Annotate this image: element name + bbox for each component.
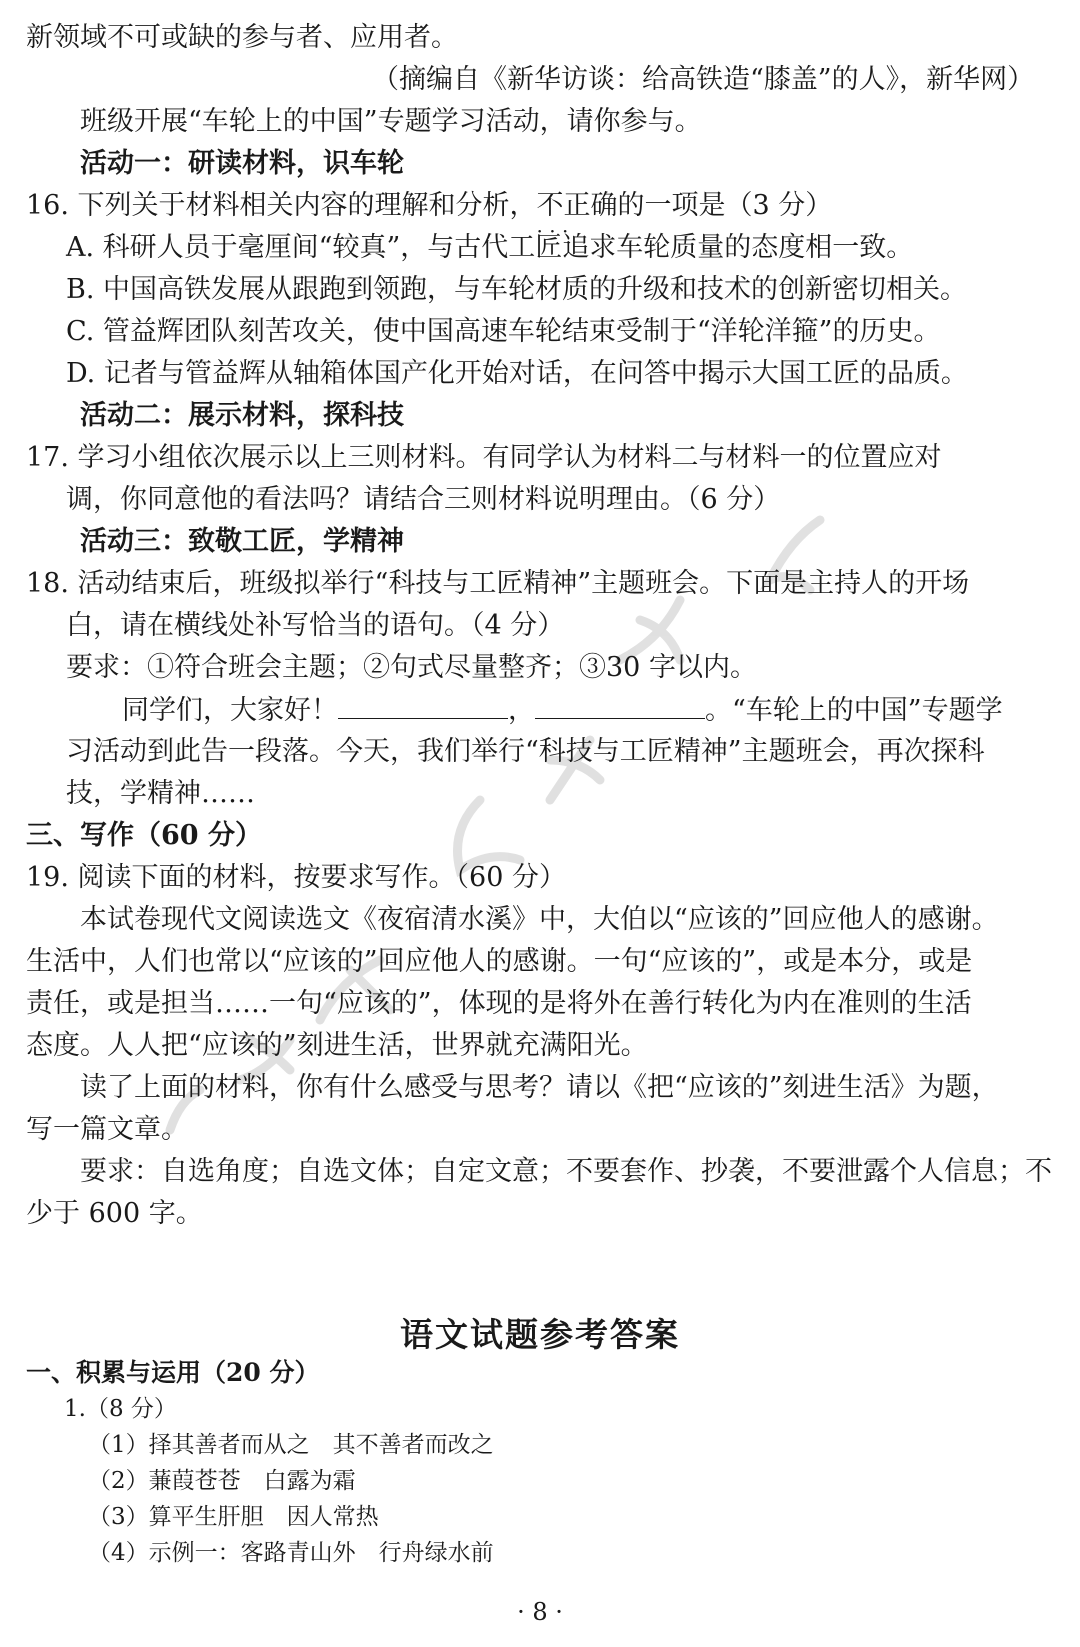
question-19: 19. 阅读下面的材料，按要求写作。（60 分）	[26, 862, 566, 893]
option-a: A. 科研人员于毫厘间“较真”，与古代工匠追求车轮质量的态度相一致。	[66, 232, 914, 263]
option-c: C. 管益辉团队刻苦攻关，使中国高速车轮结束受制于“洋轮洋箍”的历史。	[66, 316, 941, 347]
option-b: B. 中国高铁发展从跟跑到领跑，与车轮材质的升级和技术的创新密切相关。	[66, 274, 968, 305]
emphasis-dotted: · · · 不正确	[537, 190, 618, 221]
question-16-stem: 16. 下列关于材料相关内容的理解和分析，	[26, 190, 537, 221]
text-line: 新领域不可或缺的参与者、应用者。	[26, 22, 458, 53]
activity-3-heading: 活动三：致敬工匠，学精神	[80, 526, 404, 557]
page-number: · 8 ·	[517, 1598, 563, 1626]
fill-tail-text: 。“车轮上的中国”专题学	[705, 695, 1003, 726]
question-18-fill-line	[122, 690, 1003, 731]
speech-line-3: 技，学精神……	[66, 778, 255, 809]
comma-text: ，	[508, 695, 535, 726]
material-line-2: 生活中，人们也常以“应该的”回应他人的感谢。一句“应该的”，或是本分，或是	[26, 946, 973, 977]
source-citation: （摘编自《新华访谈：给高铁造“膝盖”的人》，新华网）	[372, 64, 1035, 95]
activity-intro: 班级开展“车轮上的中国”专题学习活动，请你参与。	[80, 106, 702, 137]
option-d: D. 记者与管益辉从轴箱体国产化开始对话，在问答中揭示大国工匠的品质。	[66, 358, 968, 389]
answer-line: （1）择其善者而从之 其不善者而改之	[88, 1432, 494, 1458]
question-18-requirement: 要求：①符合班会主题；②句式尽量整齐；③30 字以内。	[66, 652, 757, 683]
prompt-line-2: 写一篇文章。	[26, 1114, 188, 1145]
activity-2-heading: 活动二：展示材料，探科技	[80, 400, 404, 431]
requirement-line-1: 要求：自选角度；自选文体；自定文意；不要套作、抄袭，不要泄露个人信息；不	[80, 1156, 1052, 1187]
answer-blank-1[interactable]	[338, 690, 508, 719]
material-line-4: 态度。人人把“应该的”刻进生活，世界就充满阳光。	[26, 1030, 648, 1061]
prompt-line-1: 读了上面的材料，你有什么感受与思考？请以《把“应该的”刻进生活》为题，	[80, 1072, 999, 1103]
requirement-line-2: 少于 600 字。	[26, 1198, 203, 1229]
answer-line: （4）示例一：客路青山外 行舟绿水前	[88, 1540, 494, 1566]
greeting-text: 同学们，大家好！	[122, 695, 338, 726]
material-line-1: 本试卷现代文阅读选文《夜宿清水溪》中，大伯以“应该的”回应他人的感谢。	[80, 904, 999, 935]
activity-1-heading: 活动一：研读材料，识车轮	[80, 148, 404, 179]
answer-line: （2）蒹葭苍苍 白露为霜	[88, 1468, 356, 1494]
speech-line-2: 习活动到此告一段落。今天，我们举行“科技与工匠精神”主题班会，再次探科	[66, 736, 985, 767]
answer-item-1: 1.（8 分）	[64, 1396, 177, 1422]
answer-blank-2[interactable]	[535, 690, 705, 719]
answer-line: （3）算平生肝胆 因人常热	[88, 1504, 379, 1530]
material-line-3: 责任，或是担当……一句“应该的”，体现的是将外在善行转化为内在准则的生活	[26, 988, 972, 1019]
section-3-heading: 三、写作（60 分）	[26, 820, 262, 851]
question-16-points: 的一项是（3 分）	[617, 190, 833, 221]
question-18-line-1: 18. 活动结束后，班级拟举行“科技与工匠精神”主题班会。下面是主持人的开场	[26, 568, 970, 599]
question-17-line-2: 调，你同意他的看法吗？请结合三则材料说明理由。（6 分）	[66, 484, 781, 515]
question-18-line-2: 白，请在横线处补写恰当的语句。（4 分）	[66, 610, 565, 641]
answer-key-title: 语文试题参考答案	[400, 1315, 680, 1354]
question-16	[26, 186, 832, 226]
question-17-line-1: 17. 学习小组依次展示以上三则材料。有同学认为材料二与材料一的位置应对	[26, 442, 942, 473]
answer-section-heading: 一、积累与运用（20 分）	[26, 1358, 320, 1387]
